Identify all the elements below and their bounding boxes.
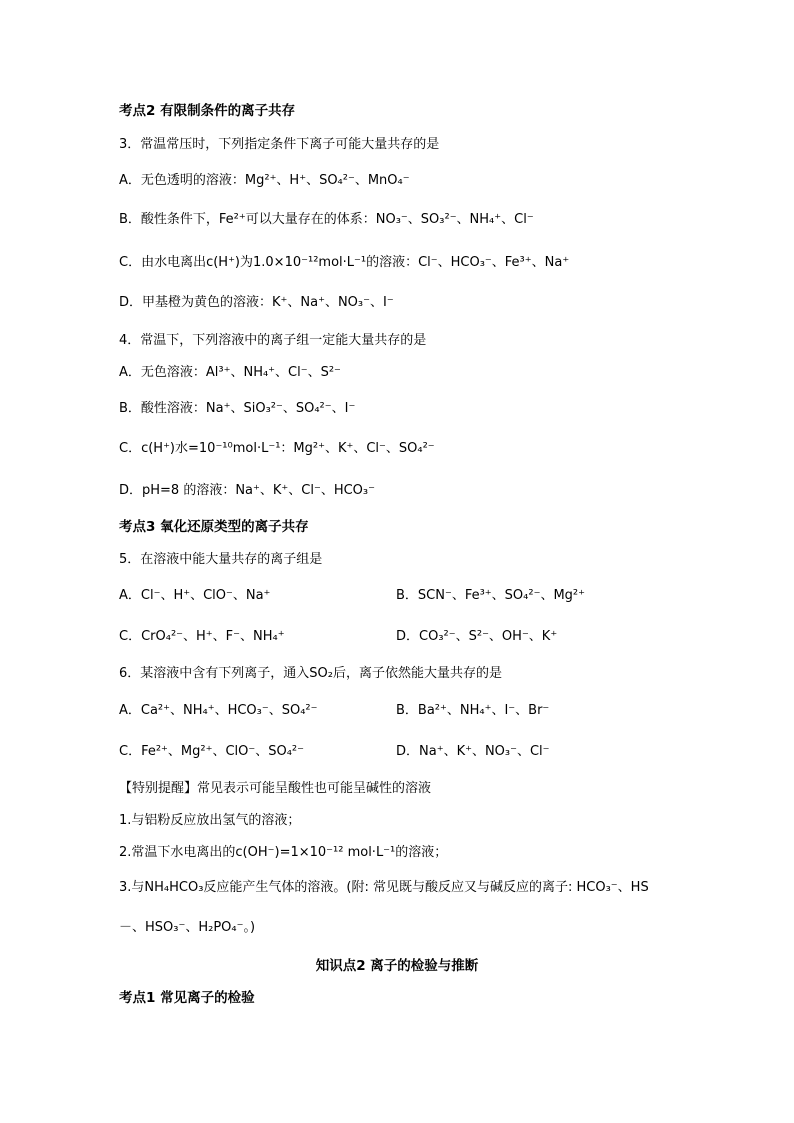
section-3-heading: 考点3 氧化还原类型的离子共存 (119, 519, 309, 535)
q5-option-c: C．CrO₄²⁻、H⁺、F⁻、NH₄⁺ (119, 629, 285, 644)
q6-option-a: A．Ca²⁺、NH₄⁺、HCO₃⁻、SO₄²⁻ (119, 703, 318, 718)
q4-option-b: B．酸性溶液：Na⁺、SiO₃²⁻、SO₄²⁻、I⁻ (119, 401, 356, 416)
q3-stem: 3．常温常压时，下列指定条件下离子可能大量共存的是 (119, 137, 440, 152)
tip-item-2: 2.常温下水电离出的c(OH⁻)=1×10⁻¹² mol·L⁻¹的溶液； (119, 845, 448, 860)
tip-item-3-line-2: －、HSO₃⁻、H₂PO₄⁻。) (119, 920, 256, 935)
section-1-heading: 考点1 常见离子的检验 (119, 990, 255, 1006)
q6-option-c: C．Fe²⁺、Mg²⁺、ClO⁻、SO₄²⁻ (119, 744, 305, 759)
q5-stem: 5．在溶液中能大量共存的离子组是 (119, 552, 323, 567)
q3-option-b: B．酸性条件下，Fe²⁺可以大量存在的体系：NO₃⁻、SO₃²⁻、NH₄⁺、Cl⁻ (119, 212, 534, 227)
q6-stem: 6．某溶液中含有下列离子，通入SO₂后，离子依然能大量共存的是 (119, 666, 502, 681)
q4-stem: 4．常温下，下列溶液中的离子组一定能大量共存的是 (119, 333, 427, 348)
q3-option-c: C．由水电离出c(H⁺)为1.0×10⁻¹²mol·L⁻¹的溶液：Cl⁻、HCO₃⁻、Fe³⁺、Na⁺ (119, 255, 570, 270)
tip-item-3-line-1: 3.与NH₄HCO₃反应能产生气体的溶液。(附: 常见既与酸反应又与碱反应的离子: HCO₃⁻、HS (119, 880, 649, 895)
q5-option-b: B．SCN⁻、Fe³⁺、SO₄²⁻、Mg²⁺ (396, 588, 585, 603)
q4-option-c: C．c(H⁺)水=10⁻¹⁰mol·L⁻¹：Mg²⁺、K⁺、Cl⁻、SO₄²⁻ (119, 441, 435, 456)
q6-option-d: D．Na⁺、K⁺、NO₃⁻、Cl⁻ (396, 744, 550, 759)
q4-option-d: D．pH=8 的溶液：Na⁺、K⁺、Cl⁻、HCO₃⁻ (119, 483, 375, 498)
q4-option-a: A．无色溶液：Al³⁺、NH₄⁺、Cl⁻、S²⁻ (119, 365, 341, 380)
section-2-heading: 考点2 有限制条件的离子共存 (119, 103, 296, 119)
q3-option-a: A．无色透明的溶液：Mg²⁺、H⁺、SO₄²⁻、MnO₄⁻ (119, 173, 410, 188)
q6-option-b: B．Ba²⁺、NH₄⁺、I⁻、Br⁻ (396, 703, 550, 718)
q5-option-a: A．Cl⁻、H⁺、ClO⁻、Na⁺ (119, 588, 271, 603)
tip-item-1: 1.与铝粉反应放出氢气的溶液； (119, 813, 301, 828)
tip-title: 【特别提醒】常见表示可能呈酸性也可能呈碱性的溶液 (119, 781, 432, 796)
q5-option-d: D．CO₃²⁻、S²⁻、OH⁻、K⁺ (396, 629, 558, 644)
q3-option-d: D．甲基橙为黄色的溶液：K⁺、Na⁺、NO₃⁻、I⁻ (119, 295, 394, 310)
knowledge-point-2-heading: 知识点2 离子的检验与推断 (315, 958, 479, 974)
